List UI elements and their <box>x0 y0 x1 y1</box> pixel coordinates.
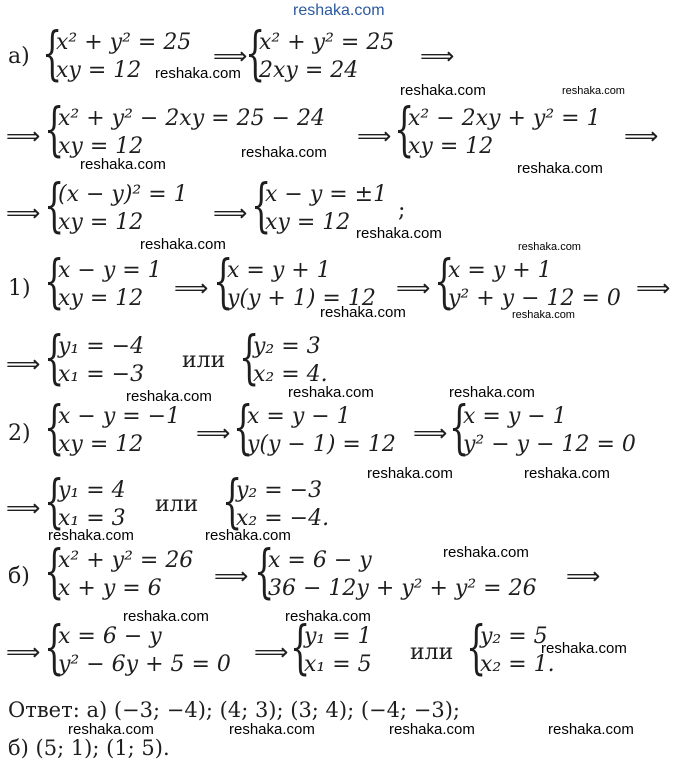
watermark: reshaka.com <box>356 225 442 242</box>
brace: { <box>222 467 243 535</box>
part-label-b: б) <box>8 564 30 589</box>
answer-line-1: Ответ: а) (−3; −4); (4; 3); (3; 4); (−4; −3); <box>8 698 460 722</box>
equation: x² + y² = 25 <box>56 30 192 55</box>
brace: { <box>290 613 311 681</box>
watermark: reshaka.com <box>126 388 212 405</box>
watermark: reshaka.com <box>155 65 241 82</box>
equation: y² + y − 12 = 0 <box>448 286 621 311</box>
watermark: reshaka.com <box>443 544 529 561</box>
equation: xy = 12 <box>58 134 144 159</box>
watermark: reshaka.com <box>140 236 226 253</box>
watermark: reshaka.com <box>229 721 315 738</box>
brace: { <box>239 323 260 391</box>
equation: x² + y² = 26 <box>58 548 194 573</box>
implies-arrow: ⟹ <box>174 274 209 302</box>
brace: { <box>44 393 65 461</box>
implies-arrow: ⟹ <box>213 199 248 227</box>
equation: 36 − 12y + y² + y² = 26 <box>268 576 537 601</box>
watermark: reshaka.com <box>367 465 453 482</box>
watermark: reshaka.com <box>68 721 154 738</box>
brace: { <box>44 323 65 391</box>
watermark: reshaka.com <box>517 160 603 177</box>
watermark: reshaka.com <box>400 82 486 99</box>
watermark: reshaka.com <box>241 144 327 161</box>
equation: x² − 2xy + y² = 1 <box>408 106 601 131</box>
equation: xy = 12 <box>408 134 494 159</box>
watermark: reshaka.com <box>123 608 209 625</box>
equation: x₁ = 5 <box>304 652 372 677</box>
equation: x = 6 − y <box>58 624 162 649</box>
equation: xy = 12 <box>58 286 144 311</box>
brace: { <box>434 247 455 315</box>
brace: { <box>213 247 234 315</box>
case-label-1: 1) <box>8 276 31 301</box>
brace: { <box>44 537 65 605</box>
equation: x₂ = 1. <box>480 652 555 677</box>
watermark: reshaka.com <box>562 85 625 97</box>
implies-arrow: ⟹ <box>420 42 455 70</box>
equation: xy = 12 <box>58 432 144 457</box>
brace: { <box>254 537 275 605</box>
implies-arrow: ⟹ <box>6 199 41 227</box>
equation: 2xy = 24 <box>259 58 359 83</box>
equation: x² + y² = 25 <box>259 30 395 55</box>
implies-arrow: ⟹ <box>6 494 41 522</box>
implies-arrow: ⟹ <box>254 638 289 666</box>
brace: { <box>245 19 266 87</box>
watermark-top: reshaka.com <box>293 2 385 19</box>
brace: { <box>44 613 65 681</box>
equation: x₁ = 3 <box>58 506 126 531</box>
brace: { <box>44 171 65 239</box>
implies-arrow: ⟹ <box>213 42 248 70</box>
equation: x₂ = 4. <box>253 362 328 387</box>
equation: x − y = 1 <box>58 258 162 283</box>
equation: y₁ = 1 <box>304 624 372 649</box>
answer-line-2: б) (5; 1); (1; 5). <box>8 736 170 760</box>
equation: xy = 12 <box>56 58 142 83</box>
watermark: reshaka.com <box>48 527 134 544</box>
brace: { <box>44 467 65 535</box>
watermark: reshaka.com <box>518 241 581 253</box>
implies-arrow: ⟹ <box>396 274 431 302</box>
brace: { <box>233 393 254 461</box>
watermark: reshaka.com <box>512 309 575 321</box>
equation: y₁ = −4 <box>58 334 145 359</box>
equation: xy = 12 <box>265 210 351 235</box>
brace: { <box>44 247 65 315</box>
implies-arrow: ⟹ <box>357 122 392 150</box>
equation: x = y + 1 <box>227 258 331 283</box>
watermark: reshaka.com <box>288 384 374 401</box>
brace: { <box>449 393 470 461</box>
part-label-a: а) <box>8 44 30 69</box>
equation: y₂ = 5 <box>480 624 548 649</box>
brace: { <box>251 171 272 239</box>
equation: xy = 12 <box>58 210 144 235</box>
implies-arrow: ⟹ <box>6 350 41 378</box>
equation: (x − y)² = 1 <box>58 182 188 207</box>
equation: x − y = ±1 <box>265 182 388 207</box>
watermark: reshaka.com <box>285 608 371 625</box>
implies-arrow: ⟹ <box>566 562 601 590</box>
equation: y² − y − 12 = 0 <box>463 432 636 457</box>
watermark: reshaka.com <box>524 465 610 482</box>
implies-arrow: ⟹ <box>624 122 659 150</box>
or-word: или <box>182 348 226 373</box>
brace: { <box>394 95 415 163</box>
or-word: или <box>410 640 454 665</box>
equation: x − y = −1 <box>58 404 181 429</box>
watermark: reshaka.com <box>541 640 627 657</box>
implies-arrow: ⟹ <box>6 638 41 666</box>
equation: y(y − 1) = 12 <box>247 432 396 457</box>
equation: y(y + 1) = 12 <box>227 286 376 311</box>
equation: x + y = 6 <box>58 576 162 601</box>
brace: { <box>44 95 65 163</box>
or-word: или <box>155 492 199 517</box>
equation: y₂ = 3 <box>253 334 321 359</box>
equation: x² + y² − 2xy = 25 − 24 <box>58 106 325 131</box>
implies-arrow: ⟹ <box>214 562 249 590</box>
equation: x = y − 1 <box>247 404 351 429</box>
implies-arrow: ⟹ <box>636 274 671 302</box>
watermark: reshaka.com <box>449 384 535 401</box>
implies-arrow: ⟹ <box>413 419 448 447</box>
equation: y₁ = 4 <box>58 478 126 503</box>
equation: y₂ = −3 <box>236 478 323 503</box>
implies-arrow: ⟹ <box>6 122 41 150</box>
case-label-2: 2) <box>8 421 31 446</box>
equation: x = y + 1 <box>448 258 552 283</box>
brace: { <box>466 613 487 681</box>
equation: x = y − 1 <box>463 404 567 429</box>
watermark: reshaka.com <box>320 304 406 321</box>
watermark: reshaka.com <box>205 527 291 544</box>
equation: x₂ = −4. <box>236 506 330 531</box>
brace: { <box>42 19 63 87</box>
equation: y² − 6y + 5 = 0 <box>58 652 231 677</box>
watermark: reshaka.com <box>389 721 475 738</box>
equation: x = 6 − y <box>268 548 372 573</box>
watermark: reshaka.com <box>548 721 634 738</box>
equation: x₁ = −3 <box>58 362 145 387</box>
implies-arrow: ⟹ <box>196 419 231 447</box>
watermark: reshaka.com <box>80 156 166 173</box>
semicolon: ; <box>398 198 406 223</box>
